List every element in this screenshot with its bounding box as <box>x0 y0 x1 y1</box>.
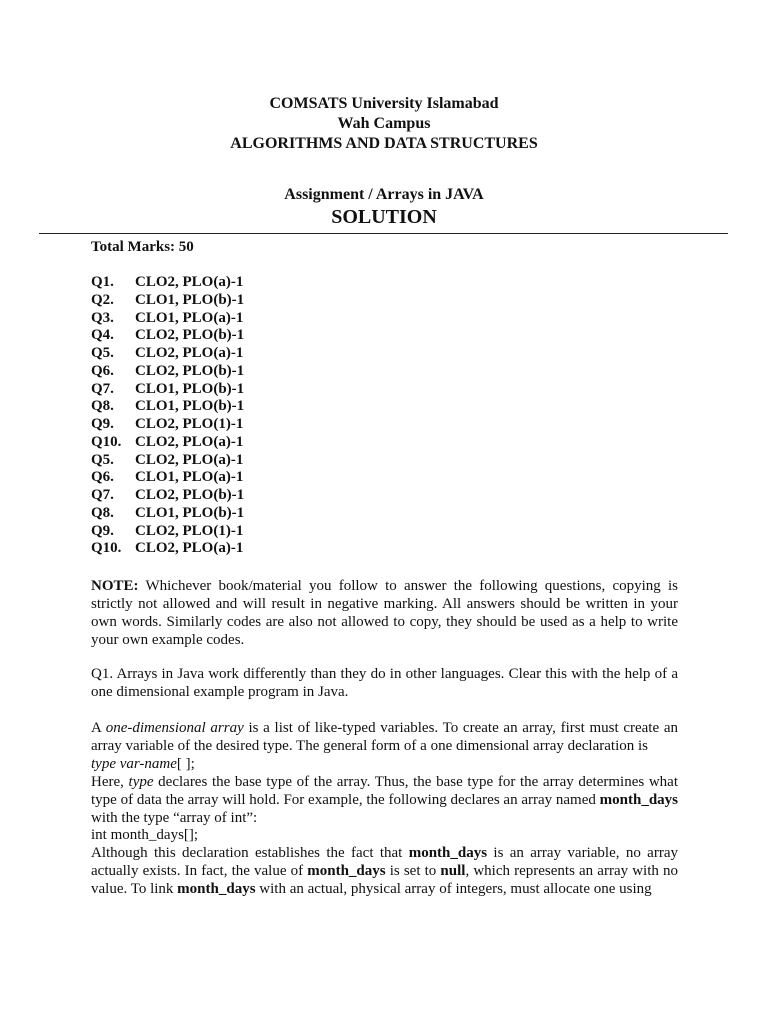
answer-paragraph-1 <box>91 720 678 756</box>
syntax-italic: type var-name <box>91 755 177 772</box>
answer-paragraph-3 <box>91 845 678 899</box>
header-divider <box>39 233 728 234</box>
clo-plo-mapping: CLO2, PLO(a)-1 <box>135 540 244 557</box>
question-number: Q8. <box>91 398 114 415</box>
term-bold: month_days <box>307 863 386 880</box>
university-name: COMSATS University Islamabad <box>269 95 499 112</box>
clo-row <box>91 487 244 505</box>
text-run: [ ]; <box>176 755 195 772</box>
term-bold: month_days <box>177 881 256 898</box>
clo-row <box>91 363 244 381</box>
question-number: Q6. <box>91 362 114 379</box>
clo-plo-mapping: CLO1, PLO(a)-1 <box>135 309 244 326</box>
text-run: A <box>91 720 106 736</box>
text-run: with the type “array of int”: <box>91 809 258 826</box>
text-run: , which represents an array with no value. To link <box>91 863 678 898</box>
answer-paragraph-2 <box>91 774 678 828</box>
term-bold: month_days <box>599 791 678 808</box>
clo-row <box>91 274 244 292</box>
solution-title: SOLUTION <box>331 206 437 228</box>
clo-row <box>91 292 244 310</box>
clo-plo-mapping: CLO2, PLO(b)-1 <box>135 327 245 344</box>
question-number: Q7. <box>91 487 114 503</box>
question-number: Q2. <box>91 291 114 308</box>
clo-row <box>91 381 244 399</box>
clo-row <box>91 398 244 416</box>
clo-row <box>91 505 244 523</box>
text-run: is an array variable, no array actually exists. In fact, the value of <box>91 845 678 880</box>
clo-mapping-list <box>91 274 244 558</box>
clo-plo-mapping: CLO2, PLO(b)-1 <box>135 362 245 379</box>
clo-row <box>91 434 244 452</box>
clo-row <box>91 327 244 345</box>
text-run: Although this declaration establishes the fact that <box>91 845 409 862</box>
campus-name: Wah Campus <box>337 115 431 132</box>
question-1: Q1. Arrays in Java work differently than they do in other languages. Clear this with the help of a one dimensional example program in Java. <box>91 666 678 700</box>
assignment-header <box>0 185 768 229</box>
clo-plo-mapping: CLO2, PLO(a)-1 <box>135 433 244 450</box>
clo-plo-mapping: CLO1, PLO(b)-1 <box>135 398 245 415</box>
note-paragraph <box>91 578 678 650</box>
answer-body <box>91 720 678 899</box>
question-number: Q10. <box>91 540 122 557</box>
clo-plo-mapping: CLO1, PLO(b)-1 <box>135 380 245 397</box>
code-line: int month_days[]; <box>91 827 199 844</box>
question-number: Q5. <box>91 345 114 361</box>
clo-plo-mapping: CLO2, PLO(a)-1 <box>135 451 244 468</box>
question-number: Q9. <box>91 416 114 432</box>
note-label: NOTE: <box>91 578 139 594</box>
question-number: Q7. <box>91 380 114 397</box>
question-number: Q4. <box>91 327 114 344</box>
total-marks: Total Marks: 50 <box>91 239 194 255</box>
question-number: Q10. <box>91 433 122 450</box>
question-number: Q9. <box>91 522 114 539</box>
question-number: Q8. <box>91 504 114 521</box>
clo-plo-mapping: CLO2, PLO(a)-1 <box>135 274 244 290</box>
text-run: is set to <box>385 863 441 880</box>
clo-row <box>91 416 244 434</box>
clo-plo-mapping: CLO1, PLO(b)-1 <box>135 504 245 521</box>
text-run: is a list of like-typed variables. To create an array, first must create an array variable of the desired type. The general form of a one dimensional array declaration is <box>91 720 678 754</box>
text-run: declares the base type of the array. Thus, the base type for the array determines what type of data the array will hold. For example, the following declares an array named <box>91 773 678 808</box>
term-italic: one-dimensional array <box>105 720 244 736</box>
clo-plo-mapping: CLO2, PLO(a)-1 <box>135 345 244 361</box>
assignment-title: Assignment / Arrays in JAVA <box>284 186 484 203</box>
clo-plo-mapping: CLO2, PLO(1)-1 <box>135 522 244 539</box>
clo-plo-mapping: CLO1, PLO(b)-1 <box>135 291 245 308</box>
question-number: Q3. <box>91 309 114 326</box>
clo-row <box>91 310 244 328</box>
clo-row <box>91 540 244 558</box>
question-number: Q1. <box>91 274 114 290</box>
clo-row <box>91 523 244 541</box>
question-number: Q6. <box>91 469 114 486</box>
clo-row <box>91 469 244 487</box>
clo-plo-mapping: CLO1, PLO(a)-1 <box>135 469 244 486</box>
syntax-line <box>91 756 678 774</box>
clo-row <box>91 345 244 363</box>
course-title: ALGORITHMS AND DATA STRUCTURES <box>230 135 538 152</box>
document-header <box>0 94 768 154</box>
note-text: Whichever book/material you follow to answer the following questions, copying is strictly not allowed and will result in negative marking. All answers should be written in your own words. Similarly codes are also not allowed to copy, they should be used as a help to write your own example codes. <box>91 578 678 648</box>
text-run: Here, <box>91 773 129 790</box>
term-bold: null <box>440 863 466 880</box>
clo-row <box>91 452 244 470</box>
term-italic: type <box>128 773 154 790</box>
text-run: with an actual, physical array of integers, must allocate one using <box>255 881 652 898</box>
clo-plo-mapping: CLO2, PLO(b)-1 <box>135 487 245 503</box>
term-bold: month_days <box>408 845 488 862</box>
clo-plo-mapping: CLO2, PLO(1)-1 <box>135 416 244 432</box>
question-number: Q5. <box>91 451 114 468</box>
